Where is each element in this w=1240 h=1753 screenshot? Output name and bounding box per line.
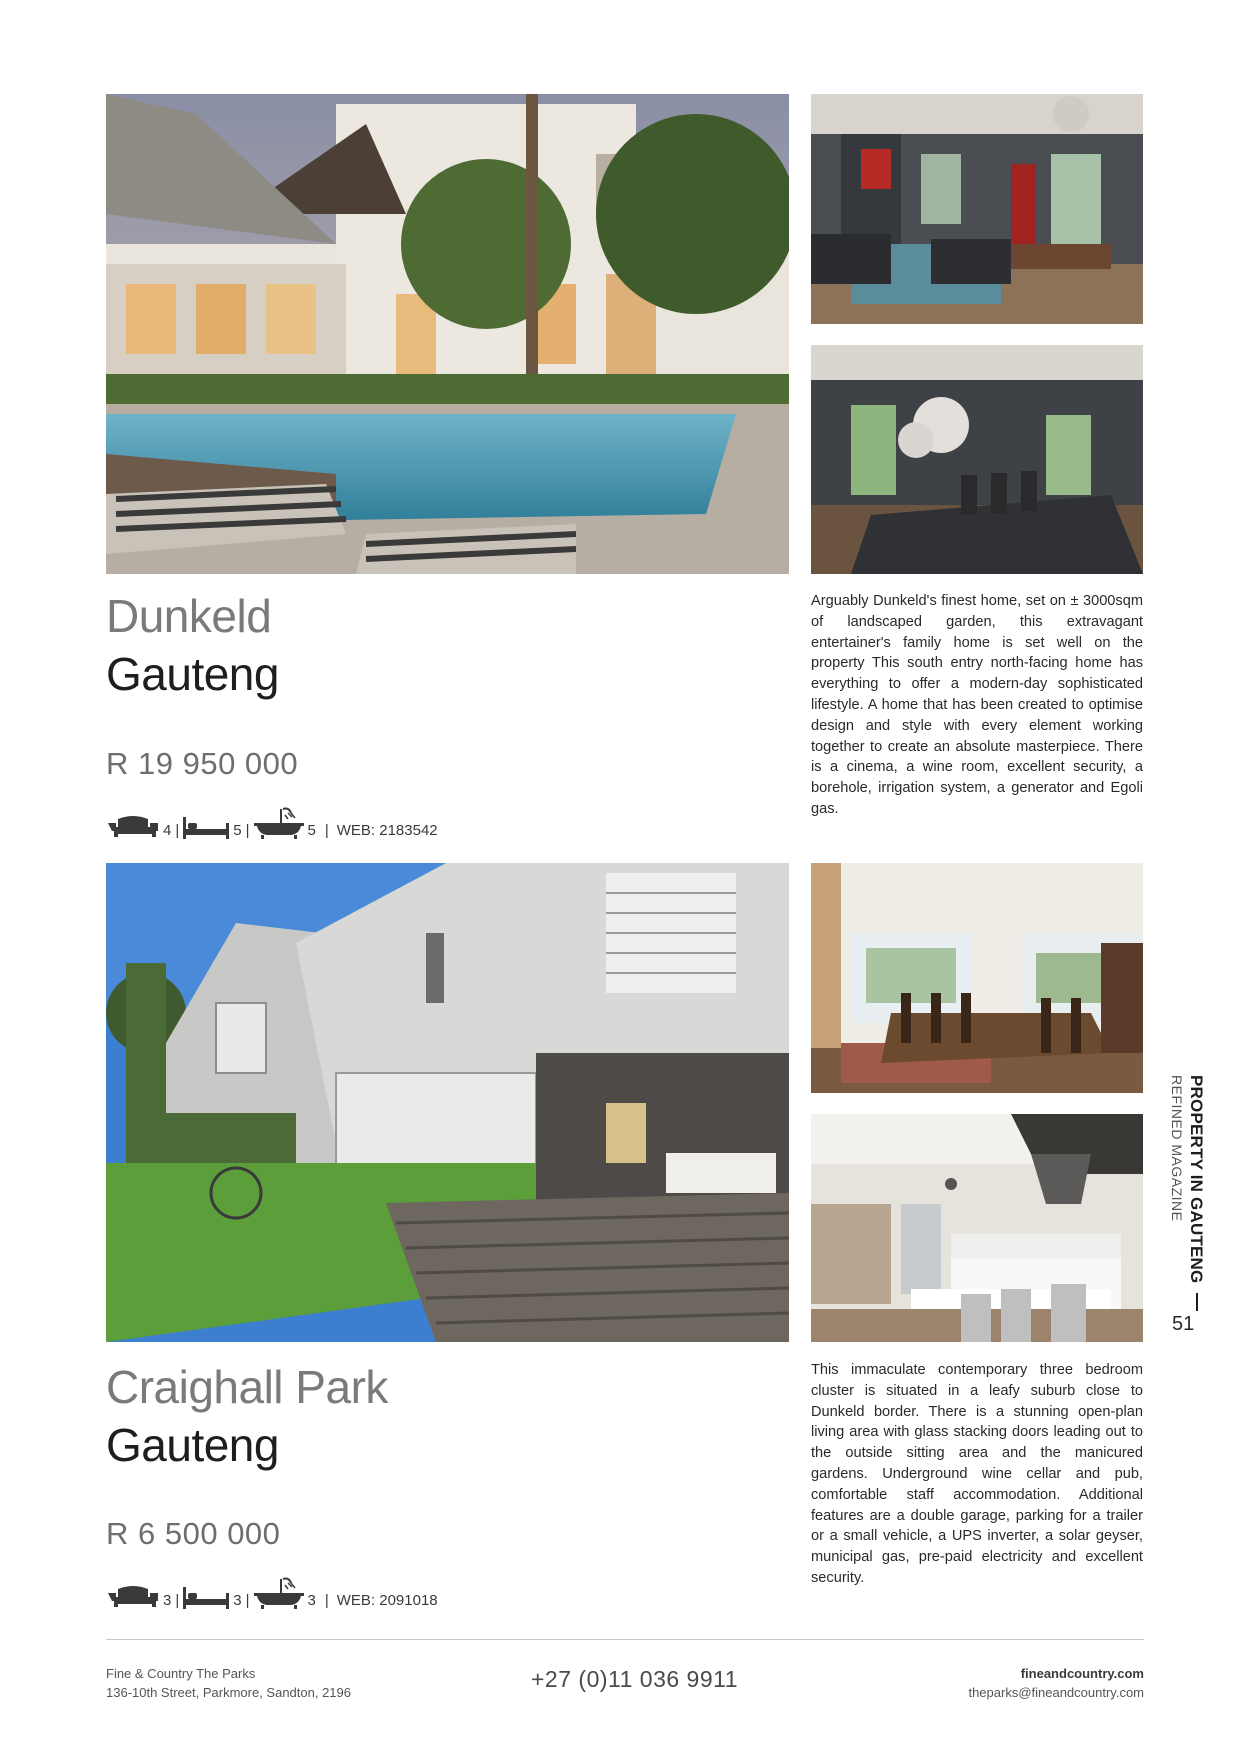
section-sidebar — [1166, 1075, 1206, 1335]
craighall-bedrooms-count: 3 — [233, 1592, 242, 1609]
craighall-lounges-count: 3 — [163, 1592, 172, 1609]
dunkeld-region-heading: Gauteng — [106, 648, 279, 700]
footer-company: Fine & Country The Parks — [106, 1666, 256, 1681]
craighall-web-reference: WEB: 2091018 — [336, 1592, 438, 1609]
bathtub-icon — [253, 807, 305, 839]
footer-divider — [106, 1639, 1144, 1640]
section-title: PROPERTY IN GAUTENG — [1187, 1075, 1206, 1284]
craighall-description: This immaculate contemporary three bedroom cluster is situated in a leafy suburb close to Dunkeld border. There is a stunning open-plan living area with glass stacking doors leading out to the outside sitting area and the manicured gardens. Underground wine cellar and pub, comfortable staff accommodation. Additional features are a double garage, parking for a trailer or a small vehicle, a UPS inverter, a solar geyser, municipal gas, pre-paid electricity and excellent security. — [811, 1362, 1143, 1586]
dunkeld-bedrooms-count: 5 — [233, 822, 242, 839]
craighall-dining-room-photo — [811, 863, 1143, 1093]
dunkeld-dining-room-photo — [811, 345, 1143, 574]
dunkeld-exterior-pool-photo — [106, 94, 789, 574]
footer-address: 136-10th Street, Parkmore, Sandton, 2196 — [106, 1685, 351, 1700]
dunkeld-suburb-heading: Dunkeld — [106, 590, 272, 642]
dunkeld-bathrooms-count: 5 — [307, 822, 316, 839]
craighall-kitchen-photo — [811, 1114, 1143, 1342]
craighall-exterior-garden-photo — [106, 863, 789, 1342]
bed-icon — [182, 815, 230, 839]
footer-phone[interactable]: +27 (0)11 036 9911 — [531, 1666, 739, 1692]
dunkeld-lounges-count: 4 — [163, 822, 172, 839]
craighall-bathrooms-count: 3 — [307, 1592, 316, 1609]
craighall-features-row: 3 | 3 | 3 | WEB: 2091018 — [106, 1573, 438, 1609]
footer-website-link[interactable]: fineandcountry.com — [1020, 1666, 1144, 1681]
craighall-suburb-heading: Craighall Park — [106, 1361, 388, 1413]
dunkeld-web-reference: WEB: 2183542 — [336, 822, 438, 839]
dunkeld-price: R 19 950 000 — [106, 746, 299, 781]
sofa-icon — [106, 1585, 160, 1609]
sofa-icon — [106, 815, 160, 839]
dunkeld-living-room-photo — [811, 94, 1143, 324]
dunkeld-description: Arguably Dunkeld's finest home, set on ± 3000sqm of landscaped garden, this extravagant entertainer's family home is set well on the property This south entry north-facing home has everything to offer a modern-day sophisticated lifestyle. A home that has been created to optimise design and style with every element working together to create an absolute masterpiece. There is a cinema, a wine room, excellent security, a borehole, irrigation system, a generator and Egoli gas. — [811, 593, 1143, 817]
craighall-region-heading: Gauteng — [106, 1419, 279, 1471]
dunkeld-features-row: 4 | 5 | 5 | WEB: 2183542 — [106, 803, 438, 839]
page-number: 51 — [1172, 1313, 1195, 1335]
bed-icon — [182, 1585, 230, 1609]
sidebar-divider — [1196, 1293, 1198, 1311]
bathtub-icon — [253, 1577, 305, 1609]
footer-email-link[interactable]: theparks@fineandcountry.com — [968, 1685, 1144, 1700]
footer-office — [106, 1664, 351, 1702]
craighall-price: R 6 500 000 — [106, 1516, 281, 1551]
footer-contact — [968, 1664, 1144, 1702]
magazine-name: REFINED MAGAZINE — [1169, 1075, 1185, 1222]
